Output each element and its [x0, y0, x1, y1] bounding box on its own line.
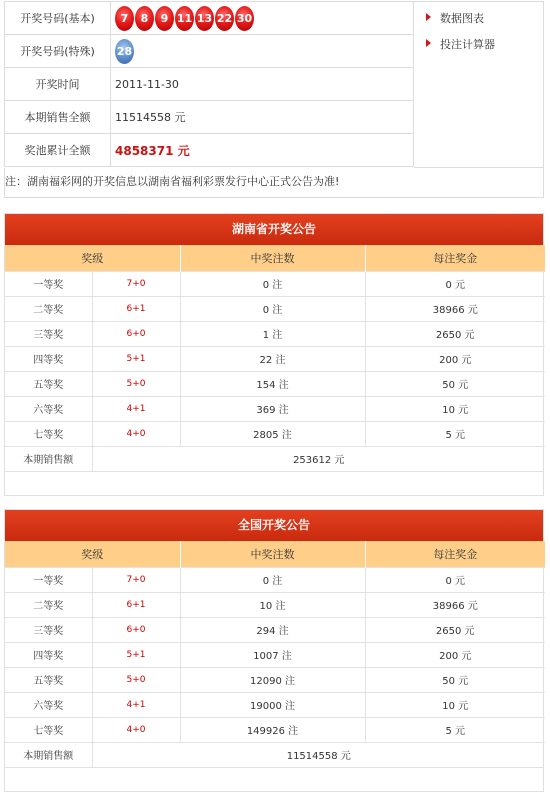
condition-cell: 6+1 [92, 296, 180, 321]
header-prize: 每注奖金 [365, 245, 545, 271]
header-level: 奖级 [5, 541, 180, 567]
prize-cell: 50 元 [365, 371, 545, 396]
count-cell: 369 注 [180, 396, 365, 421]
level-cell: 七等奖 [5, 421, 92, 446]
count-cell: 2805 注 [180, 421, 365, 446]
table-row [5, 271, 545, 296]
level-cell: 六等奖 [5, 396, 92, 421]
data-chart-link[interactable] [440, 10, 484, 26]
red-ball: 11 [175, 6, 194, 31]
table-row [5, 592, 545, 617]
count-cell: 12090 注 [180, 667, 365, 692]
table-row [5, 321, 545, 346]
table-row [5, 296, 545, 321]
sales-row [5, 101, 414, 134]
period-sales-value: 253612 元 [92, 446, 545, 471]
count-cell: 1007 注 [180, 642, 365, 667]
red-ball: 7 [115, 6, 134, 31]
count-cell: 10 注 [180, 592, 365, 617]
level-cell: 一等奖 [5, 567, 92, 592]
condition-cell: 5+0 [92, 371, 180, 396]
count-cell: 149926 注 [180, 717, 365, 742]
table-row [5, 567, 545, 592]
table-row [5, 717, 545, 742]
prize-table [5, 245, 545, 471]
table-row [5, 617, 545, 642]
table-row [5, 396, 545, 421]
count-cell: 22 注 [180, 346, 365, 371]
table-row [5, 692, 545, 717]
condition-cell: 6+0 [92, 321, 180, 346]
blue-ball: 28 [115, 39, 134, 64]
disclaimer-note: 注：湖南福彩网的开奖信息以湖南省福利彩票发行中心正式公告为准! [4, 168, 544, 198]
panel-footer [5, 471, 543, 495]
triangle-bullet-icon [426, 39, 431, 47]
level-cell: 五等奖 [5, 667, 92, 692]
prize-cell: 2650 元 [365, 617, 545, 642]
prize-cell: 38966 元 [365, 592, 545, 617]
prize-cell: 200 元 [365, 346, 545, 371]
condition-cell: 4+1 [92, 396, 180, 421]
header-count: 中奖注数 [180, 541, 365, 567]
triangle-bullet-icon [426, 13, 431, 21]
condition-cell: 4+0 [92, 421, 180, 446]
draw-info-table [4, 1, 414, 167]
bet-calculator-link-label: 投注计算器 [440, 38, 495, 51]
period-sales-value: 11514558 元 [92, 742, 545, 767]
data-chart-link-label: 数据图表 [440, 12, 484, 25]
condition-cell: 7+0 [92, 271, 180, 296]
draw-date-row [5, 68, 414, 101]
count-cell: 0 注 [180, 271, 365, 296]
panel-title: 全国开奖公告 [5, 510, 543, 541]
header-level: 奖级 [5, 245, 180, 271]
count-cell: 0 注 [180, 567, 365, 592]
pool-row [5, 134, 414, 167]
table-row [5, 421, 545, 446]
table-header-row [5, 541, 545, 567]
level-cell: 二等奖 [5, 296, 92, 321]
count-cell: 1 注 [180, 321, 365, 346]
panel-title: 湖南省开奖公告 [5, 214, 543, 245]
prize-cell: 38966 元 [365, 296, 545, 321]
sales-total-row [5, 742, 545, 767]
hunan-announcement-panel [4, 213, 544, 496]
condition-cell: 5+0 [92, 667, 180, 692]
prize-cell: 10 元 [365, 692, 545, 717]
condition-cell: 5+1 [92, 346, 180, 371]
level-cell: 二等奖 [5, 592, 92, 617]
condition-cell: 5+1 [92, 642, 180, 667]
count-cell: 19000 注 [180, 692, 365, 717]
panel-footer [5, 767, 543, 791]
level-cell: 三等奖 [5, 321, 92, 346]
prize-cell: 200 元 [365, 642, 545, 667]
basic-numbers-label: 开奖号码(基本) [5, 2, 111, 35]
prize-table [5, 541, 545, 767]
level-cell: 四等奖 [5, 642, 92, 667]
level-cell: 七等奖 [5, 717, 92, 742]
pool-value: 4858371 元 [111, 134, 414, 167]
level-cell: 五等奖 [5, 371, 92, 396]
red-ball: 30 [235, 6, 254, 31]
table-row [5, 346, 545, 371]
special-number-label: 开奖号码(特殊) [5, 35, 111, 68]
period-sales-label: 本期销售额 [5, 446, 92, 471]
draw-date-label: 开奖时间 [5, 68, 111, 101]
prize-cell: 5 元 [365, 421, 545, 446]
condition-cell: 6+0 [92, 617, 180, 642]
sales-total-row [5, 446, 545, 471]
prize-cell: 50 元 [365, 667, 545, 692]
bet-calculator-link[interactable] [440, 36, 495, 52]
condition-cell: 7+0 [92, 567, 180, 592]
sales-value: 11514558 元 [111, 101, 414, 134]
draw-date-value: 2011-11-30 [111, 68, 414, 101]
prize-cell: 10 元 [365, 396, 545, 421]
header-count: 中奖注数 [180, 245, 365, 271]
pool-label: 奖池累计全额 [5, 134, 111, 167]
condition-cell: 4+1 [92, 692, 180, 717]
level-cell: 四等奖 [5, 346, 92, 371]
red-ball: 9 [155, 6, 174, 31]
basic-balls [111, 2, 414, 35]
level-cell: 三等奖 [5, 617, 92, 642]
prize-cell: 2650 元 [365, 321, 545, 346]
condition-cell: 4+0 [92, 717, 180, 742]
prize-cell: 0 元 [365, 271, 545, 296]
level-cell: 一等奖 [5, 271, 92, 296]
count-cell: 0 注 [180, 296, 365, 321]
special-balls [111, 35, 414, 68]
table-row [5, 667, 545, 692]
table-header-row [5, 245, 545, 271]
header-prize: 每注奖金 [365, 541, 545, 567]
count-cell: 154 注 [180, 371, 365, 396]
special-number-row [5, 35, 414, 68]
basic-numbers-row [5, 2, 414, 35]
prize-cell: 5 元 [365, 717, 545, 742]
prize-cell: 0 元 [365, 567, 545, 592]
draw-info-section [0, 0, 550, 170]
red-ball: 22 [215, 6, 234, 31]
red-ball: 13 [195, 6, 214, 31]
count-cell: 294 注 [180, 617, 365, 642]
national-announcement-panel [4, 509, 544, 792]
period-sales-label: 本期销售额 [5, 742, 92, 767]
red-ball: 8 [135, 6, 154, 31]
table-row [5, 642, 545, 667]
table-row [5, 371, 545, 396]
condition-cell: 6+1 [92, 592, 180, 617]
side-links [414, 1, 544, 168]
level-cell: 六等奖 [5, 692, 92, 717]
sales-label: 本期销售全额 [5, 101, 111, 134]
